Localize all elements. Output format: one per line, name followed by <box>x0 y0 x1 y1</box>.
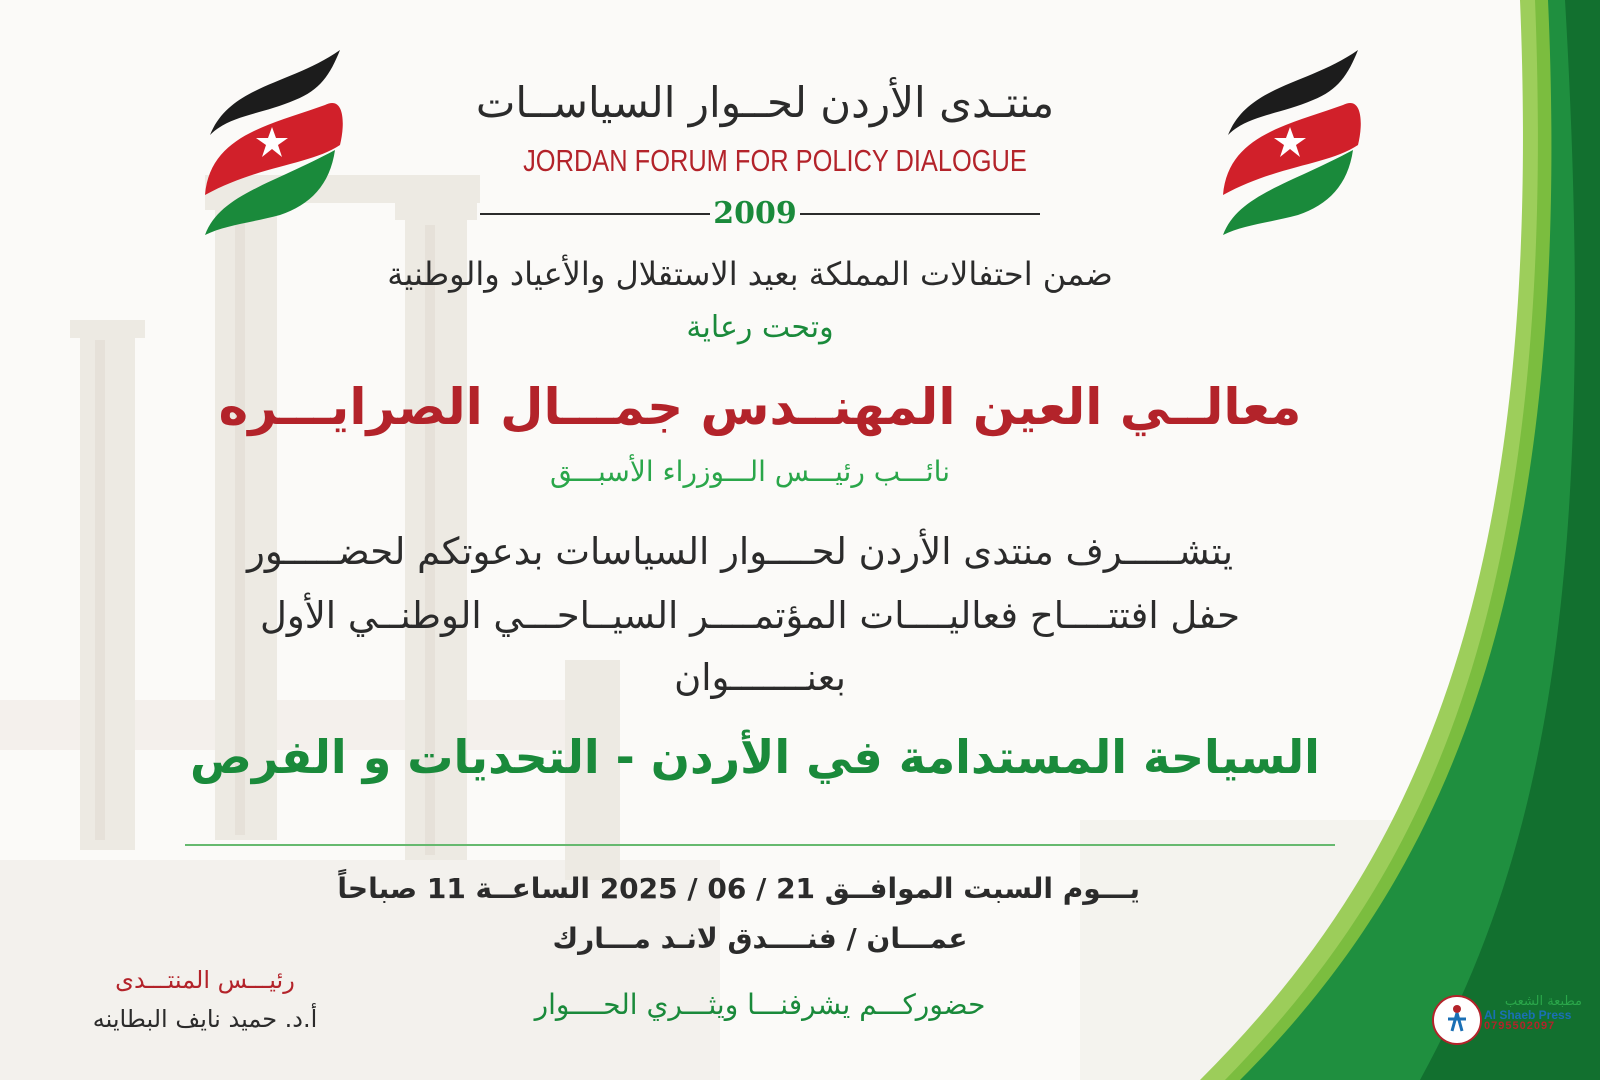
jordan-flag-wave-icon <box>1218 45 1368 245</box>
printer-logo-icon <box>1432 995 1482 1045</box>
founding-year: 2009 <box>713 196 797 231</box>
year-divider-left <box>480 213 710 215</box>
printer-logo-text <box>1484 995 1582 1033</box>
section-divider <box>185 844 1335 846</box>
invitation-line-2: حفل افتتــــاح فعاليــــات المؤتمــــر السيــاحـــي الوطنــي الأول <box>259 594 1241 637</box>
year-divider-right <box>800 213 1040 215</box>
president-name: أ.د. حميد نايف البطاينه <box>92 1005 318 1033</box>
printer-name-arabic: مطبعة الشعب <box>1504 994 1582 1009</box>
president-title: رئيـــس المنتـــدى <box>115 966 295 994</box>
printer-phone: 0795502097 <box>1484 1020 1556 1033</box>
occasion-text: ضمن احتفالات المملكة بعيد الاستقلال والأعياد والوطنية <box>387 255 1113 293</box>
titled-label: بعنـــــــوان <box>674 656 846 699</box>
event-date-time: يـــوم السبت الموافــق 21 / 06 / 2025 الساعــة 11 صباحاً <box>337 872 1140 905</box>
printer-name-english: Al Shaeb Press <box>1484 1007 1572 1022</box>
conference-title: السياحة المستدامة في الأردن - التحديات و الفرص <box>190 730 1320 784</box>
invitation-line-1: يتشـــــرف منتدى الأردن لحــــوار السياسات بدعوتكم لحضـــــور <box>246 530 1233 573</box>
patron-name: معالــي العين المهنــدس جمـــال الصرايـــره <box>218 378 1302 436</box>
jordan-flag-wave-icon <box>200 45 350 245</box>
closing-phrase: حضوركـــم يشرفنـــا ويثـــري الحــــوار <box>534 988 986 1021</box>
org-name-arabic: منتـدى الأردن لحــوار السياســات <box>475 78 1055 127</box>
patronage-intro: وتحت رعاية <box>686 310 834 345</box>
org-name-english: JORDAN FORUM FOR POLICY DIALOGUE <box>523 143 1027 178</box>
patron-title: نائـــب رئيـــس الـــوزراء الأسبـــق <box>550 455 950 488</box>
event-location: عمـــان / فنــــدق لانـد مـــارك <box>552 922 968 955</box>
printer-logo <box>1432 995 1582 1055</box>
